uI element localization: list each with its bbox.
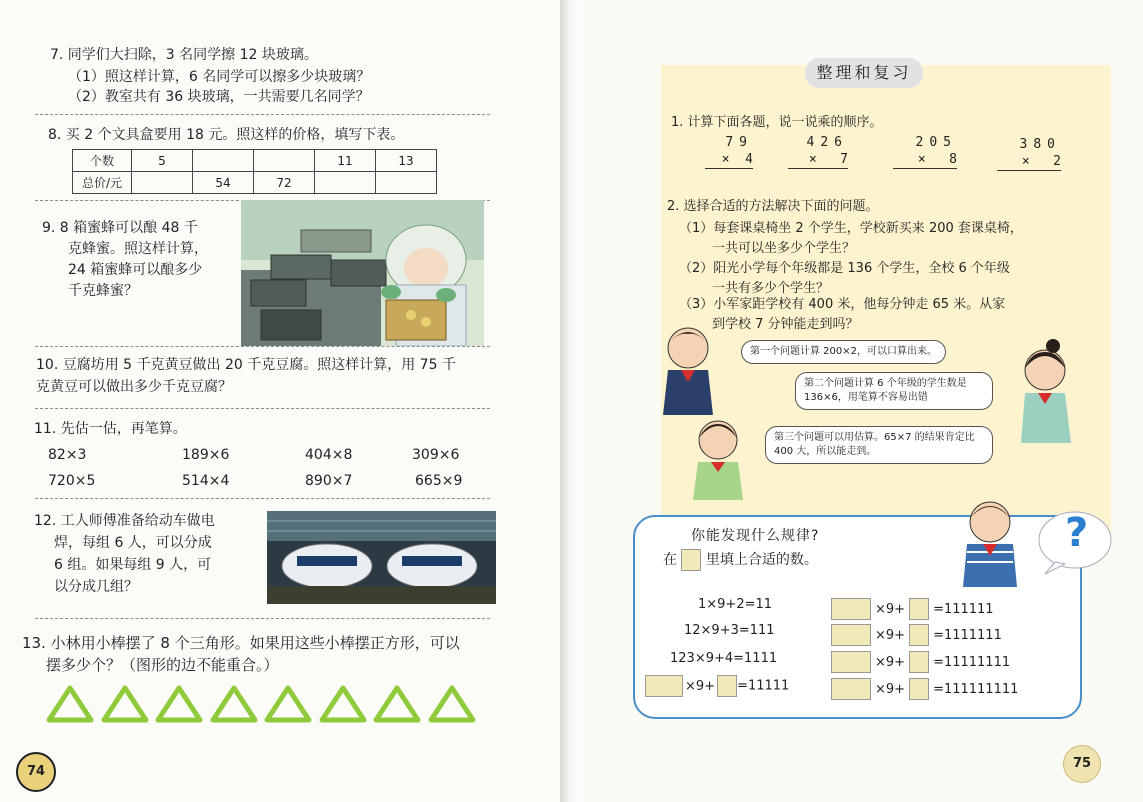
left-page: [0, 0, 560, 802]
answer-box[interactable]: [717, 675, 737, 697]
q13-line1: 13. 小林用小棒摆了 8 个三角形。如果用这些小棒摆正方形，可以: [22, 634, 460, 652]
q9-text: [42, 218, 208, 302]
equation-part: =1111111: [933, 627, 1002, 643]
problem-bottom: × 8: [893, 151, 957, 169]
q11-item: 890×7: [305, 473, 353, 489]
price-table: [72, 149, 437, 194]
q2-sub2-line2: 一共有多少个学生？: [712, 281, 830, 296]
question-mark-icon: ?: [1065, 510, 1089, 556]
instruction-part: 里填上合适的数。: [705, 552, 818, 568]
equation-part: =111111: [933, 601, 994, 617]
table-cell: 13: [376, 150, 437, 172]
equation-part: ×9+: [685, 678, 716, 694]
problem-bottom: × 4: [705, 151, 753, 169]
page-number-left: 74: [16, 752, 56, 792]
answer-box[interactable]: [909, 651, 929, 673]
stick-triangle: [101, 684, 149, 724]
pattern-prompt: 你能发现什么规律?: [691, 528, 820, 544]
q2-sub1-line2: 一共可以坐多少个学生？: [712, 241, 856, 256]
problem-top: 79: [725, 135, 753, 150]
answer-box[interactable]: [831, 598, 871, 620]
stick-triangle: [373, 684, 421, 724]
q11-item: 404×8: [305, 447, 353, 463]
equation-part: =11111: [737, 678, 790, 694]
girl-figure: [1013, 338, 1078, 443]
q2-sub1-line1: （1）每套课桌椅坐 2 个学生，学校新买来 200 套课桌椅，: [679, 221, 1023, 236]
q11-item: 82×3: [48, 447, 87, 463]
beekeeper-illustration: [241, 200, 484, 346]
q12-line: 以分成几组？: [54, 579, 138, 595]
q11-item: 720×5: [48, 473, 96, 489]
pattern-equation: [831, 651, 1010, 674]
q9-line: 克蜂蜜。照这样计算，: [68, 241, 208, 257]
pattern-equation: [645, 675, 789, 698]
q13-line2: 摆多少个？（图形的边不能重合。）: [46, 656, 279, 674]
divider: [35, 114, 490, 115]
q9-line: 9. 8 箱蜜蜂可以酿 48 千: [42, 220, 198, 236]
answer-box[interactable]: [909, 678, 929, 700]
speech-bubble: 第一个问题计算 200×2，可以口算出来。: [741, 340, 946, 364]
q11-item: 514×4: [182, 473, 230, 489]
pattern-equation: 1×9+2=11: [698, 597, 773, 612]
answer-box[interactable]: [831, 624, 871, 646]
pattern-equation: [831, 624, 1002, 647]
q12-line: 焊，每组 6 人，可以分成: [54, 535, 212, 551]
stick-triangle: [428, 684, 476, 724]
girl-figure: [688, 412, 748, 500]
answer-box[interactable]: [831, 678, 871, 700]
vertical-problem: [788, 134, 848, 169]
vertical-problem: [893, 134, 957, 169]
answer-box[interactable]: [645, 675, 683, 697]
table-row: [73, 172, 437, 194]
q11-text: 11. 先估一估，再笔算。: [34, 421, 187, 437]
table-cell[interactable]: [132, 172, 193, 194]
equation-part: =111111111: [933, 681, 1019, 697]
q7-text: 7. 同学们大扫除，3 名同学擦 12 块玻璃。: [50, 47, 318, 63]
stick-triangle: [155, 684, 203, 724]
blank-box-sample: [681, 549, 701, 571]
q11-item: 309×6: [412, 447, 460, 463]
pattern-equation: 123×9+4=1111: [670, 651, 778, 666]
divider: [35, 618, 490, 619]
q12-line: 6 组。如果每组 9 人，可: [54, 557, 212, 573]
pattern-equation: 12×9+3=111: [684, 623, 775, 638]
divider: [35, 498, 490, 499]
q7-sub1: （1）照这样计算，6 名同学可以擦多少块玻璃？: [68, 69, 371, 85]
equation-part: =11111111: [933, 654, 1011, 670]
stick-triangle: [264, 684, 312, 724]
problem-bottom: × 2: [997, 153, 1061, 171]
boy-figure: [653, 320, 723, 415]
table-cell[interactable]: [376, 172, 437, 194]
table-cell[interactable]: [193, 150, 254, 172]
problem-top: 205: [915, 135, 957, 150]
vertical-problem: [705, 134, 753, 169]
problem-bottom: × 7: [788, 151, 848, 169]
divider: [35, 346, 490, 347]
speech-bubble: 第二个问题计算 6 个年级的学生数是 136×6，用笔算不容易出错: [795, 372, 993, 410]
table-cell: 54: [193, 172, 254, 194]
pattern-instruction: [663, 549, 818, 571]
answer-box[interactable]: [909, 598, 929, 620]
table-cell: 总价/元: [73, 172, 132, 194]
table-cell: 5: [132, 150, 193, 172]
q11-item: 665×9: [415, 473, 463, 489]
problem-top: 426: [806, 135, 848, 150]
equation-part: ×9+: [875, 601, 906, 617]
q2-sub3-line2: 到学校 7 分钟能走到吗？: [712, 317, 859, 332]
train-photo: [267, 511, 496, 604]
divider: [35, 408, 490, 409]
q8-text: 8. 买 2 个文具盒要用 18 元。照这样的价格，填写下表。: [48, 127, 405, 143]
vertical-problem: [997, 136, 1061, 171]
q2-sub3-line1: （3）小军家距学校有 400 米，他每分钟走 65 米。从家: [679, 297, 1006, 312]
q11-item: 189×6: [182, 447, 230, 463]
q2-sub2-line1: （2）阳光小学每个年级都是 136 个学生，全校 6 个年级: [679, 261, 1010, 276]
q1-text: 1. 计算下面各题，说一说乘的顺序。: [671, 115, 883, 130]
stick-triangle: [210, 684, 258, 724]
equation-part: ×9+: [875, 681, 906, 697]
q9-line: 千克蜂蜜？: [68, 283, 138, 299]
table-row: [73, 150, 437, 172]
section-title: 整理和复习: [816, 63, 912, 82]
book-gutter: [560, 0, 583, 802]
speech-bubble: 第三个问题可以用估算。65×7 的结果肯定比 400 大，所以能走到。: [765, 426, 993, 464]
problem-top: 380: [1019, 137, 1061, 152]
pattern-equation: [831, 598, 994, 621]
table-cell: 11: [315, 150, 376, 172]
answer-box[interactable]: [831, 651, 871, 673]
answer-box[interactable]: [909, 624, 929, 646]
q12-text: [34, 510, 215, 598]
table-cell: 72: [254, 172, 315, 194]
equation-part: ×9+: [875, 654, 906, 670]
stick-triangle: [46, 684, 94, 724]
equation-part: ×9+: [875, 627, 906, 643]
q10-line2: 克黄豆可以做出多少千克豆腐？: [36, 379, 232, 395]
q7-sub2: （2）教室共有 36 块玻璃，一共需要几名同学？: [68, 89, 370, 105]
page-number-right: 75: [1063, 745, 1101, 783]
q12-line: 12. 工人师傅准备给动车做电: [34, 513, 215, 529]
q2-text: 2. 选择合适的方法解决下面的问题。: [667, 199, 879, 214]
right-page: [583, 0, 1143, 802]
pattern-equation: [831, 678, 1018, 701]
thinking-boy: [945, 492, 1030, 587]
table-cell[interactable]: [315, 172, 376, 194]
q9-line: 24 箱蜜蜂可以酿多少: [68, 262, 203, 278]
stick-triangle: [319, 684, 367, 724]
table-cell[interactable]: [254, 150, 315, 172]
table-cell: 个数: [73, 150, 132, 172]
instruction-part: 在: [663, 552, 677, 568]
q10-line1: 10. 豆腐坊用 5 千克黄豆做出 20 千克豆腐。照这样计算，用 75 千: [36, 357, 456, 373]
